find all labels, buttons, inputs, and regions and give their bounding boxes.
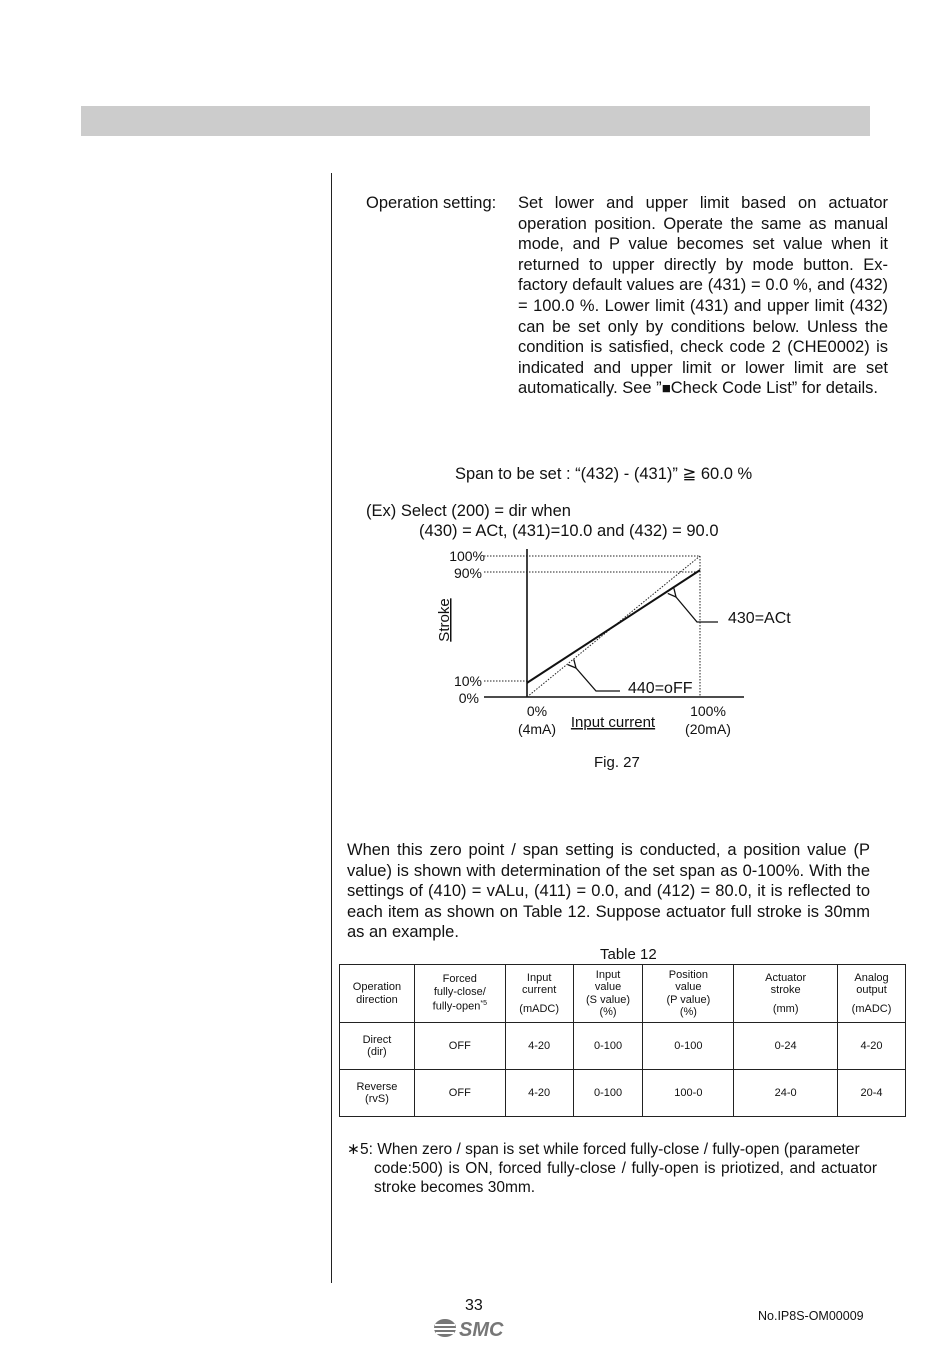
cell-direction: Reverse (rvS)	[340, 1070, 415, 1117]
table-cell: 100-0	[643, 1070, 734, 1117]
header-forced: Forced fully-close/ fully-open$^{*5}$	[414, 965, 505, 1023]
table-cell: 4-20	[505, 1070, 573, 1117]
table-cell: 20-4	[838, 1070, 906, 1117]
y-tick-10: 10%	[453, 673, 482, 689]
zero-span-paragraph: When this zero point / span setting is conducted, a position value (P value) is shown with determination of the set span as 0-100%. With the settings of (410) = vALu, (411) = 0.0, and (412) = 80.0, it is reflected to each item as shown on Table 12. Suppose actuator full stroke is 30mm as an example.	[347, 841, 870, 942]
y-tick-100: 100%	[449, 548, 485, 564]
footnote-line-1: ∗5: When zero / span is set while forced fully-close / fully-open (parameter	[347, 1141, 860, 1158]
footnote-5	[347, 1140, 877, 1197]
table-row-direct	[340, 1023, 906, 1070]
document-number: No.IP8S-OM00009	[758, 1309, 864, 1323]
header-analog-output: Analog output (mADC)	[838, 965, 906, 1023]
table-cell: 4-20	[505, 1023, 573, 1070]
cell-direction: Direct (dir)	[340, 1023, 415, 1070]
table-cell: 0-100	[643, 1023, 734, 1070]
y-tick-90: 90%	[453, 565, 482, 581]
x-tick-100-pct: 100%	[690, 703, 726, 719]
table-cell: 24-0	[734, 1070, 838, 1117]
table-cell: 0-100	[573, 1070, 643, 1117]
square-bullet-icon: ■	[661, 380, 671, 398]
table-cell: OFF	[414, 1023, 505, 1070]
operation-text-a: Set lower and upper limit based on actuator operation position. Operate the same as manual mode, and P value becomes set value when it returned to upper directly by mode button. Ex-factory default values are (431) = 0.0 %, and (432) = 100.0 %. Lower limit (431) and upper limit (432) can be set only by conditions below. Unless the condition is satisfied, check code 2 (CHE0002) is indicated and upper limit or lower limit are set automatically. See ”	[518, 194, 888, 398]
smc-logo	[433, 1316, 513, 1340]
table-cell: 4-20	[838, 1023, 906, 1070]
header-actuator-stroke: Actuator stroke (mm)	[734, 965, 838, 1023]
x-tick-0-pct: 0%	[526, 703, 548, 719]
table-title: Table 12	[600, 946, 657, 963]
y-axis-label: Stroke	[436, 598, 453, 642]
arrow-440-off	[576, 668, 620, 691]
logo-text: SMC	[459, 1319, 504, 1340]
y-tick-0: 0%	[458, 690, 479, 706]
annotation-430-act: 430=ACt	[728, 610, 791, 627]
x-axis-label: Input current	[570, 714, 656, 731]
figure-caption: Fig. 27	[594, 754, 640, 771]
x-tick-100-ma: (20mA)	[685, 721, 731, 737]
arrow-430-act	[676, 597, 718, 622]
table-header-row	[340, 965, 906, 1023]
operation-text-b: Check Code List” for details.	[670, 379, 879, 398]
header-operation-direction: Operation direction	[340, 965, 415, 1023]
footnote-continuation: code:500) is ON, forced fully-close / fully-open is priotized, and actuator stroke becomes 30mm.	[374, 1160, 877, 1196]
page-number: 33	[465, 1297, 483, 1314]
table-cell: OFF	[414, 1070, 505, 1117]
table-cell: 0-24	[734, 1023, 838, 1070]
table-row-reverse	[340, 1070, 906, 1117]
x-tick-0-ma: (4mA)	[517, 721, 557, 737]
header-input-value: Input value (S value) (%)	[573, 965, 643, 1023]
table-12	[339, 964, 906, 1117]
annotation-440-off: 440=oFF	[628, 680, 693, 697]
header-input-current: Input current (mADC)	[505, 965, 573, 1023]
example-line-2: (430) = ACt, (431)=10.0 and (432) = 90.0	[419, 522, 719, 540]
span-rule: Span to be set : “(432) - (431)” ≧ 60.0 %	[455, 465, 753, 483]
table-cell: 0-100	[573, 1023, 643, 1070]
operation-setting-label: Operation setting:	[366, 194, 497, 212]
example-line-1: (Ex) Select (200) = dir when	[366, 502, 571, 520]
header-position-value: Position value (P value) (%)	[643, 965, 734, 1023]
series-line-430-act	[527, 570, 700, 683]
